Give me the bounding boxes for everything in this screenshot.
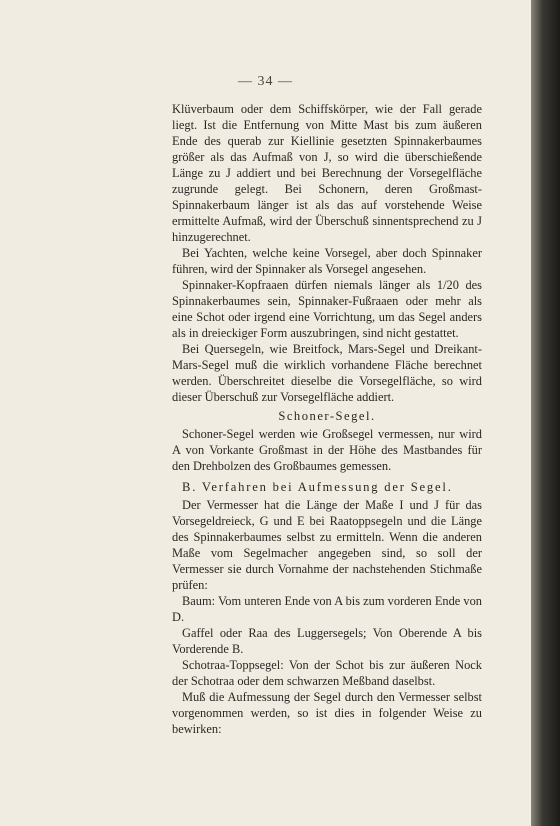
paragraph-7: Muß die Aufmessung der Segel durch den Vermesser selbst vorgenommen werden, so ist dies in folgender Weise zu bewirken: [172,690,482,736]
paragraph-4: Bei Quersegeln, wie Breitfock, Mars-Segel und Dreikant-Mars-Segel muß die wirklich vorhandene Fläche berechnet werden. Überschreitet dieselbe die Vorsegelfläche, so wird dieser Überschuß zur Vorsegelfläche addiert. [172,342,482,404]
book-spine-shadow [531,0,560,826]
item-gaffel: Gaffel oder Raa des Luggersegels; Von Oberende A bis Vorderende B. [172,626,482,656]
section-heading-verfahren: B. Verfahren bei Aufmessung der Segel. [182,480,453,494]
item-baum: Baum: Vom unteren Ende von A bis zum vorderen Ende von D. [172,594,482,624]
paragraph-5: Schoner-Segel werden wie Großsegel vermessen, nur wird A von Vorkante Großmast in der Höhe des Mastbandes für den Drehbolzen des Großbaumes gemessen. [172,427,482,473]
page-number: — 34 — [238,74,293,89]
paragraph-1: Klüverbaum oder dem Schiffskörper, wie der Fall gerade liegt. Ist die Entfernung von Mitte Mast bis zum äußeren Ende des querab zur Kiellinie gesetzten Spinnakerbaumes größer als das Aufmaß von J, so wird die überschießende Länge zu J addiert und bei Berechnung der Vorsegelfläche zugrunde gelegt. Bei Schonern, deren Großmast-Spinnakerbaum länger ist als das auf vorstehende Weise ermittelte Aufmaß, wird der Überschuß sinnentsprechend zu J hinzugerechnet. [172,102,482,244]
paragraph-3: Spinnaker-Kopfraaen dürfen niemals länger als 1/20 des Spinnakerbaumes sein, Spinnaker-Fußraaen oder mehr als eine Schot oder irgend eine Vorrichtung, um das Segel anders als in dreieckiger Form auszubringen, sind nicht gestattet. [172,278,482,340]
section-heading-schoner-segel: Schoner-Segel. [278,409,376,423]
item-schotraa-toppsegel: Schotraa-Toppsegel: Von der Schot bis zur äußeren Nock der Schotraa oder dem schwarzen Meßband daselbst. [172,658,482,688]
body-text [172,101,482,737]
paragraph-6: Der Vermesser hat die Länge der Maße I und J für das Vorsegeldreieck, G und E bei Raatoppsegeln und die Länge des Spinnakerbaumes selbst zu ermitteln. Wenn die anderen Maße vom Segelmacher angegeben sind, so soll der Vermesser sie durch Vornahme der nachstehenden Stichmaße prüfen: [172,498,482,592]
paragraph-2: Bei Yachten, welche keine Vorsegel, aber doch Spinnaker führen, wird der Spinnaker als Vorsegel angesehen. [172,246,482,276]
